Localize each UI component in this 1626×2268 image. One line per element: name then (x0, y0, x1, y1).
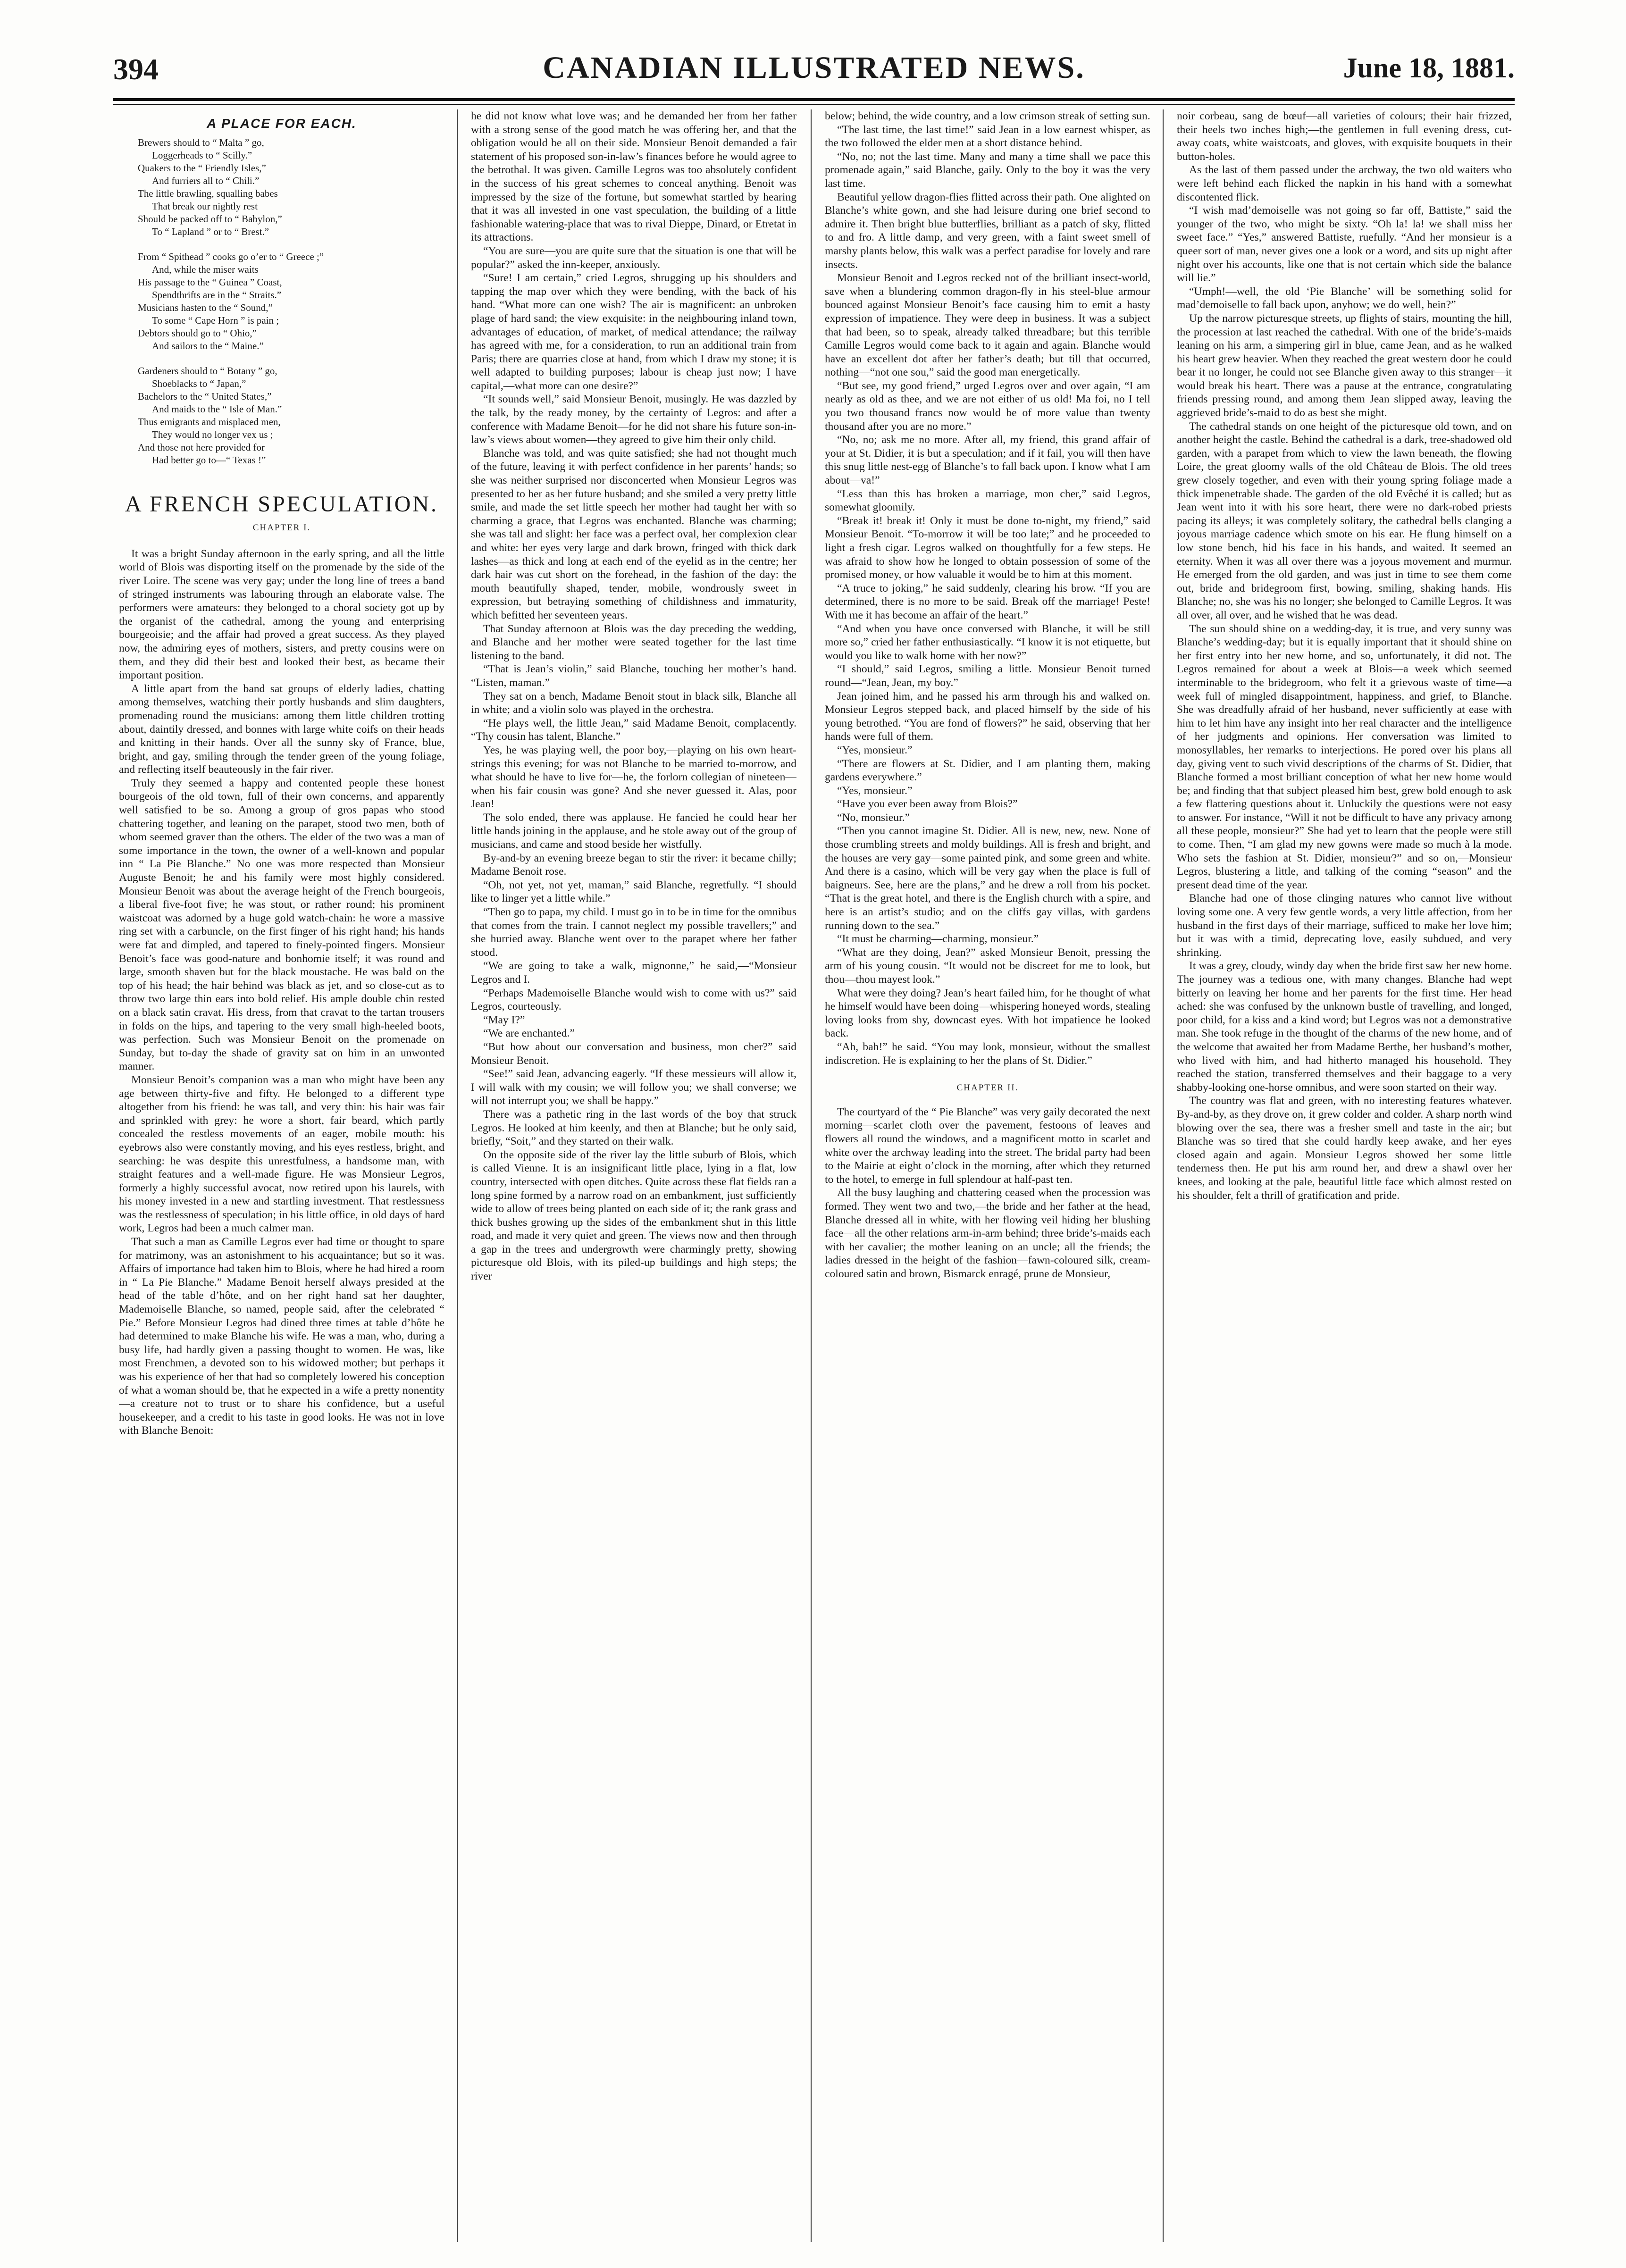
poem-line: And those not here provided for (138, 441, 265, 453)
paragraph: “I should,” said Legros, smiling a little. Monsieur Benoit turned round—“Jean, Jean, my boy.” (825, 663, 1150, 689)
poem-line: And sailors to the “ Maine.” (152, 340, 264, 351)
poem-line: Had better go to—“ Texas !” (152, 454, 266, 466)
issue-date: June 18, 1881. (1343, 52, 1515, 84)
paragraph: “May I?” (483, 1013, 525, 1026)
paragraph: he did not know what love was; and he demanded her from her father with a strong sense of the good match he was offering her, and that the obligation would be all on their side. Monsieur Benoit demanded a fair statement of his proposed son-in-law’s finances before he would agree to the betrothal. It was given. Camille Legros was too absolutely confident in the success of his great schemes to conceal anything. Benoit was impressed by the size of the fortune, but somewhat startled by hearing that it was all invested in one vast speculation, the building of a little fashionable watering-place that was to rival Dieppe, Dinard, or Etretat in its attractions. (471, 110, 796, 244)
poem-line: Brewers should to “ Malta ” go, (138, 136, 264, 148)
paragraph: It was a bright Sunday afternoon in the early spring, and all the little world of Blois was disporting itself on the promenade by the side of the river Loire. The scene was very gay; under the long line of trees a band of stringed instruments was labouring through an elaborate valse. The performers were amateurs: they belonged to a choral society got up by the organist of the cathedral, among the young and enterprising bourgeoisie; and the affair had proved a great success. As they played now, the admiring eyes of mothers, sisters, and pretty cousins were on them, and they did their best and looked their best, as became their important position. (119, 547, 444, 682)
poem-line: Should be packed off to “ Babylon,” (138, 213, 282, 225)
paragraph: By-and-by an evening breeze began to stir the river: it became chilly; Madame Benoit rose. (471, 852, 796, 878)
poem-line: To some “ Cape Horn ” is pain ; (152, 314, 279, 326)
poem-line: And, while the miser waits (152, 263, 259, 275)
paragraph: “Break it! break it! Only it must be done to-night, my friend,” said Monsieur Benoit. “To-morrow it will be too late;” and he proceeded to light a fresh cigar. Legros walked on thoughtfully for a few steps. He was afraid to show how he longed to obtain possession of some of the promised money, or how valuable it would be to him at this moment. (825, 514, 1150, 581)
poem-line: Spendthrifts are in the “ Straits.” (152, 289, 282, 301)
column-divider (1163, 109, 1164, 2242)
paragraph: As the last of them passed under the archway, the two old waiters who were left behind each flicked the napkin in his hand with a somewhat discontented flick. (1177, 164, 1512, 203)
paragraph: Monsieur Benoit and Legros recked not of the brilliant insect-world, save when a blundering common dragon-fly in his steel-blue armour bounced against Monsieur Benoit’s face causing him to emit a hasty expression of impatience. They were deep in business. It was a subject that had been, so to speak, already talked threadbare; but this terrible Camille Legros would come back to it again and again. Blanche would have an excellent dot after her father’s death; but till that occurred, nothing—“not one sou,” said the good man energetically. (825, 272, 1150, 379)
paragraph: All the busy laughing and chattering ceased when the procession was formed. They went two and two,—the bride and her father at the head, Blanche dressed all in white, with her flowing veil hiding her blushing face—all the other relations arm-in-arm behind; three bride’s-maids each with her cavalier; the mother leaning on an uncle; all the friends; the ladies dressed in the height of the fashion—fawn-coloured silk, cream-coloured satin and brown, Bismarck enragé, prune de Monsieur, (825, 1187, 1150, 1280)
poem-line: The little brawling, squalling babes (138, 187, 278, 199)
poem-line: To “ Lapland ” or to “ Brest.” (152, 226, 269, 237)
paragraph: Jean joined him, and he passed his arm through his and walked on. Monsieur Legros stepped back, and placed himself by the side of his young betrothed. “You are fond of flowers?” he said, observing that her hands were full of them. (825, 690, 1150, 743)
paragraph: A little apart from the band sat groups of elderly ladies, chatting among themselves, watching their portly husbands and slim daughters, promenading round the musicians: among them little children trotting about, daintily dressed, and bonnes with large white coifs on their heads and knitting in their hands. Over all the sunny sky of France, blue, bright, and gay, smiling through the tender green of the young foliage, and reflecting itself beauteously in the fair river. (119, 682, 444, 776)
paragraph: “But how about our conversation and business, mon cher?” said Monsieur Benoit. (471, 1040, 796, 1067)
paragraph: “No, monsieur.” (837, 811, 910, 824)
paragraph: “No, no; ask me no more. After all, my friend, this grand affair of your at St. Didier, it is but a speculation; and if it fail, you will then have this snug little nest-egg of Blanche’s to fall back upon. I know what I am about—va!” (825, 434, 1150, 487)
paragraph: Blanche had one of those clinging natures who cannot live without loving some one. A very few gentle words, a very little affection, from her husband in the first days of their marriage, sufficed to make her love him; but it was with a timid, deprecating love, easily subdued, and very shrinking. (1177, 892, 1512, 959)
paragraph: Up the narrow picturesque streets, up flights of stairs, mounting the hill, the procession at last reached the cathedral. With one of the bride’s-maids leaning on his arm, a simpering girl in blue, came Jean, and as he walked his heart grew heavier. When they reached the great western door he could bear it no longer, he could not see Blanche given away to this stranger—it would break his heart. There was a pause at the entrance, congratulating friends pressing round, and among them Jean slipped away, leaving the aggrieved bride’s-maid to do as best she might. (1177, 312, 1512, 419)
paragraph: “A truce to joking,” he said suddenly, clearing his brow. “If you are determined, there is no more to be said. Break off the marriage! Peste! With me it has become an affair of the heart.” (825, 582, 1150, 621)
column-3 (825, 109, 1150, 2242)
paragraph: noir corbeau, sang de bœuf—all varieties of colours; their hair frizzed, their heels two inches high;—the gentlemen in full evening dress, cut-away coats, white waistcoats, and gloves, with exquisite bouquets in their button-holes. (1177, 110, 1512, 163)
story-title: A FRENCH SPECULATION. (125, 491, 439, 517)
paragraph: Yes, he was playing well, the poor boy,—playing on his own heart-strings this evening; for was not Blanche to be married to-morrow, and what should he have to live for—he, the forlorn collegian of nineteen—when his fair cousin was gone? And she never guessed it. Alas, poor Jean! (471, 744, 796, 811)
paragraph: “See!” said Jean, advancing eagerly. “If these messieurs will allow it, I will walk with my cousin; we will follow you; we shall converse; we will not interrupt you; we shall be happy.” (471, 1068, 796, 1107)
paragraph: “Have you ever been away from Blois?” (837, 798, 1018, 811)
paragraph: “The last time, the last time!” said Jean in a low earnest whisper, as the two followed the elder men at a short distance behind. (825, 123, 1150, 150)
paragraph: “Less than this has broken a marriage, mon cher,” said Legros, somewhat gloomily. (825, 487, 1150, 514)
paragraph: That such a man as Camille Legros ever had time or thought to spare for matrimony, was an astonishment to his acquaintance; but so it was. Affairs of importance had taken him to Blois, where he had hired a room in “ La Pie Blanche.” Madame Benoit herself always presided at the head of the table d’hôte, and on her right hand sat her daughter, Mademoiselle Blanche, so named, people said, after the celebrated “ Pie.” Before Monsieur Legros had dined three times at table d’hôte he had determined to make Blanche his wife. He was a man, who, during a busy life, had hardly given a passing thought to women. He was, like most Frenchmen, a devoted son to his widowed mother; but perhaps it was his experience of her that had so completely lowered his conception of what a woman should be, that he expected in a wife a pretty nonentity—a creature not to trust or to share his confidence, but a useful housekeeper, and a credit to his taste in good looks. He was not in love with Blanche Benoit: (119, 1236, 444, 1437)
paragraph: “You are sure—you are quite sure that the situation is one that will be popular?” asked the inn-keeper, anxiously. (471, 244, 796, 271)
poem-line: Musicians hasten to the “ Sound,” (138, 301, 273, 313)
poem-stanza (119, 251, 444, 352)
poem-line: That break our nightly rest (152, 200, 258, 212)
column-1-body (119, 547, 444, 1438)
paragraph: “No, no; not the last time. Many and many a time shall we pace this promenade again,” said Blanche, gaily. Only to the boy it was the very last time. (825, 150, 1150, 190)
paragraph: They sat on a bench, Madame Benoit stout in black silk, Blanche all in white; and a violin solo was played in the orchestra. (471, 690, 796, 716)
paragraph: “He plays well, the little Jean,” said Madame Benoit, complacently. “Thy cousin has talent, Blanche.” (471, 717, 796, 743)
poem-line: From “ Spithead ” cooks go o’er to “ Greece ;” (138, 251, 324, 262)
paragraph: below; behind, the wide country, and a low crimson streak of setting sun. (825, 110, 1150, 122)
paragraph: “Perhaps Mademoiselle Blanche would wish to come with us?” said Legros, courteously. (471, 987, 796, 1013)
paragraph: “Oh, not yet, not yet, maman,” said Blanche, regretfully. “I should like to linger yet a little while.” (471, 879, 796, 905)
column-2 (471, 109, 796, 2242)
paragraph: What were they doing? Jean’s heart failed him, for he thought of what he himself would have been doing—whispering honeyed words, stealing loving looks from shy, downcast eyes. With hot impatience he looked back. (825, 987, 1150, 1040)
poem-line: And maids to the “ Isle of Man.” (152, 403, 282, 415)
poem-line: They would no longer vex us ; (152, 428, 273, 440)
paragraph: “What are they doing, Jean?” asked Monsieur Benoit, pressing the arm of his young cousin. “It would not be discreet for me to look, but thou—thou mayest look.” (825, 946, 1150, 986)
paragraph: “Then you cannot imagine St. Didier. All is new, new, new. None of those crumbling streets and moldy buildings. All is fresh and bright, and the houses are very gay—some painted pink, and some green and white. And there is a casino, which will be very gay when the place is full of baigneurs. See, here are the plans,” and he drew a roll from his pocket. “That is the great hotel, and there is the English church with a spire, and here is an artist’s studio; and on the cliffs gay villas, with gardens running down to the sea.” (825, 825, 1150, 932)
poem-stanza (119, 365, 444, 467)
paragraph: “But see, my good friend,” urged Legros over and over again, “I am nearly as old as thee, and we are not either of us old! Ma foi, no I tell you two thousand francs now would be of more value than twenty thousand after you are no more.” (825, 379, 1150, 433)
paragraph: On the opposite side of the river lay the little suburb of Blois, which is called Vienne. It is an insignificant little place, lying in a flat, low country, intersected with open ditches. Quite across these flat fields ran a long spine formed by a narrow road on an embankment, just sufficiently wide to allow of trees being planted on each side of it; the rank grass and thick bushes growing up the sides of the embankment shut in this little road, and made it very quiet and green. The views now and then through a gap in the trees and undergrowth were charmingly pretty, showing picturesque old Blois, with its piled-up buildings and high steps; the river (471, 1148, 796, 1283)
paragraph: “We are going to take a walk, mignonne,” he said,—“Monsieur Legros and I. (471, 960, 796, 986)
column-1 (119, 109, 444, 2242)
paragraph: “It sounds well,” said Monsieur Benoit, musingly. He was dazzled by the talk, by the ready money, by the certainty of Legros: and after a conference with Madame Benoit—for he did not share his future son-in-law’s views about women—they agreed to give him their only child. (471, 393, 796, 446)
publication-title: CANADIAN ILLUSTRATED NEWS. (543, 50, 1085, 85)
poem-line: Quakers to the “ Friendly Isles,” (138, 162, 266, 174)
paragraph: “We are enchanted.” (483, 1027, 575, 1040)
paragraph: “There are flowers at St. Didier, and I am planting them, making gardens everywhere.” (825, 757, 1150, 784)
poem-line: Gardeners should to “ Botany ” go, (138, 365, 277, 377)
poem-stanza (119, 136, 444, 238)
paragraph: Beautiful yellow dragon-flies flitted across their path. One alighted on Blanche’s white gown, and she had leisure during one brief second to admire it. Then bright blue butterflies, brilliant as a patch of sky, flitted to and fro. A little damp, and very green, with a faint sweet smell of marshy plants below, this walk was a perfect paradise for lovely and rare insects. (825, 191, 1150, 271)
paragraph: “It must be charming—charming, monsieur.” (837, 933, 1039, 946)
paragraph: There was a pathetic ring in the last words of the boy that struck Legros. He looked at him keenly, and then at Blanche; but he only said, briefly, “Soit,” and they started on their walk. (471, 1108, 796, 1148)
poem-line: Thus emigrants and misplaced men, (138, 416, 281, 427)
paragraph: “That is Jean’s violin,” said Blanche, touching her mother’s hand. “Listen, maman.” (471, 663, 796, 689)
paragraph: “Yes, monsieur.” (837, 784, 913, 797)
paragraph: Monsieur Benoit’s companion was a man who might have been any age between thirty-five and fifty. He belonged to a different type altogether from his friend: he was tall, and very thin: his hair was fair and sprinkled with grey: he wore a short, fair beard, which partly concealed the restless movements of an eager, mobile mouth: his eyebrows also were constantly moving, and his eyes restless, bright, and searching: he was despite this unrestfulness, a handsome man, with straight features and a well-made figure. He was Monsieur Legros, formerly a highly successful avocat, now retired upon his laurels, with his money invested in a new and startling investment. That restlessness was the restlessness of speculation; in his little office, in old days of hard work, Legros had been a much calmer man. (119, 1073, 444, 1235)
poem-line: Bachelors to the “ United States,” (138, 390, 272, 402)
poem-line: Loggerheads to “ Scilly.” (152, 149, 252, 161)
poem-title: A PLACE FOR EACH. (207, 116, 357, 131)
paragraph: “Ah, bah!” he said. “You may look, monsieur, without the smallest indiscretion. He is explaining to her the plans of St. Didier.” (825, 1040, 1150, 1067)
poem-line: Shoeblacks to “ Japan,” (152, 377, 246, 389)
paragraph: “I wish mad’demoiselle was not going so far off, Battiste,” said the younger of the two, who might be sixty. “Oh la! la! we shall miss her sweet face.” “Yes,” answered Battiste, ruefully. “And her monsieur is a queer sort of man, never gives one a look or a word, and sits up night after night over his accounts, like one that is not certain which side the balance will lie.” (1177, 204, 1512, 285)
paragraph: The sun should shine on a wedding-day, it is true, and very sunny was Blanche’s wedding-day; but it is equally important that it should shine on her first entry into her new home, and so, unfortunately, it did not. The Legros remained for about a week at Blois—a week which seemed interminable to the bridegroom, who felt it a grievous waste of time—a week full of mingled disappointment, happiness, and grief, to Blanche. She was dreadfully afraid of her husband, never sufficiently at ease with him to let him have any insight into her real character and the intelligence of her judgments and opinions. Her conversation was limited to monosyllables, her remarks to interjections. He pored over his plans all day, giving vent to such vivid descriptions of the charms of St. Didier, that Blanche formed a most brilliant conception of what her new home would be; and finding that that subject pleased him best, grew bold enough to ask a few flattering questions about it. Unluckily the questions were not easy to answer. For instance, “Will it not be difficult to have any privacy among all these people, monsieur?” She had yet to learn that the people were still to come. Then, “I am glad my new gowns were made so much à la mode. Who sets the fashion at St. Didier, monsieur?” and so on,—Monsieur Legros, blustering a little, and talking of the coming “season” and the present dead time of the year. (1177, 622, 1512, 891)
paragraph: The cathedral stands on one height of the picturesque old town, and on another height the castle. Behind the cathedral is a dark, tree-shadowed old garden, with a parapet from which to view the lawn beneath, the flowing Loire, the great gloomy walls of the old Château de Blois. The old trees grew closely together, and even with their young spring foliage made a thick impenetrable shade. The garden of the old Evêché it is called; but as Jean went into it with his sore heart, there were no dark-robed priests pacing its alleys; it was completely solitary, the cathedral bells clanging a joyous marriage cadence which smote on his ear. He flung himself on a low stone bench, hid his face in his hands, and waited. It seemed an eternity. When it was all over there was a joyous movement and murmur. He emerged from the old garden, and was just in time to see them come out, bride and bridegroom first, bowing, smiling, shaking hands. His Blanche; no, she was his no longer; she belonged to Camille Legros. It was all over, all over, and he wished that he was dead. (1177, 420, 1512, 621)
poem-line: His passage to the “ Guinea ” Coast, (138, 276, 282, 288)
paragraph: The solo ended, there was applause. He fancied he could hear her little hands joining in the applause, and he stole away out of the group of musicians, and came and stood beside her wistfully. (471, 811, 796, 851)
masthead (113, 47, 1515, 92)
poem-line: And furriers all to “ Chili.” (152, 175, 260, 186)
paragraph: The courtyard of the “ Pie Blanche” was very gaily decorated the next morning—scarlet cloth over the pavement, festoons of leaves and flowers all round the windows, and a magnificent motto in scarlet and white over the archway leading into the street. The bridal party had been to the Mairie at eight o’clock in the morning, after which they returned to the hotel, to emerge in full splendour at half-past ten. (825, 1105, 1150, 1186)
paragraph: “And when you have once conversed with Blanche, it will be still more so,” cried her father enthusiastically. “I know it is not etiquette, but would you like to walk home with her now?” (825, 622, 1150, 662)
page-number: 394 (113, 52, 159, 86)
column-4 (1177, 109, 1512, 2242)
paragraph: “Then go to papa, my child. I must go in to be in time for the omnibus that comes from the train. I cannot neglect my possible travellers;” and she hurried away. Blanche went over to the parapet where her father stood. (471, 906, 796, 959)
chapter-heading: CHAPTER I. (252, 523, 311, 533)
header-rule-thin (113, 104, 1515, 105)
chapter-heading: CHAPTER II. (956, 1083, 1019, 1093)
paragraph: That Sunday afternoon at Blois was the day preceding the wedding, and Blanche and her mother were seated together for the last time listening to the band. (471, 622, 796, 662)
paragraph: “Yes, monsieur.” (837, 744, 913, 756)
paragraph: It was a grey, cloudy, windy day when the bride first saw her new home. The journey was a tedious one, with many changes. Blanche had wept bitterly on leaving her home and her parents for the first time. Her head ached: she was confused by the unknown bustle of travelling, and longed, poor child, for a kiss and a kind word; but Legros was not a demonstrative man. She took refuge in the thought of the charms of the new home, and of the welcome that awaited her from Madame Berthe, her husband’s mother, who lived with him, and had hitherto managed his household. They reached the station, transferred themselves and their baggage to a very shabby-looking one-horse omnibus, and were soon started on their way. (1177, 960, 1512, 1094)
paragraph: “Umph!—well, the old ‘Pie Blanche’ will be something solid for mad’demoiselle to fall back upon, anyhow; we do well, hein?” (1177, 285, 1512, 311)
header-rule (113, 98, 1515, 101)
paragraph: Truly they seemed a happy and contented people these honest bourgeois of the old town, full of their own concerns, and apparently well satisfied to be so. Among a group of gros papas who stood chattering together, and leaning on the parapet, stood two men, both of whom seemed graver than the others. The elder of the two was a man of some importance in the town, the owner of a well-known and popular inn “ La Pie Blanche.” No one was more respected than Monsieur Auguste Benoit; he and his family were most highly considered. Monsieur Benoit was about the average height of the French bourgeois, a liberal five-foot five; he was stout, or rather round; his prominent waistcoat was adorned by a huge gold watch-chain: he wore a massive ring set with a carbuncle, on the first finger of his right hand; his hands were fat and dimpled, and tapered to finely-pointed fingers. Monsieur Benoit’s face was good-nature and bonhomie itself; it was round and large, smooth shaven but for the black moustache. He was bald on the top of his head; the hair behind was black as jet, and so close-cut as to throw two large thin ears into bold relief. His ample double chin rested on a black satin cravat. His dress, from that cravat to the tartan trousers in folds on the hips, and tapering to the very small high-heeled boots, was perfection. Such was Monsieur Benoit on the promenade on Sunday, but to-day the shade of gravity sat on him in an unwonted manner. (119, 777, 444, 1073)
column-divider (457, 109, 458, 2242)
paragraph: The country was flat and green, with no interesting features whatever. By-and-by, as they drove on, it grew colder and colder. A sharp north wind blowing over the sea, there was a fresher smell and taste in the air; but Blanche was so tired that she could hardly keep awake, and her eyes closed again and again. Monsieur Legros showed her some little tenderness then. He put his arm round her, and drew a shawl over her knees, and looking at the pale, beautiful little face which almost rested on his shoulder, felt a thrill of gratification and pride. (1177, 1095, 1512, 1202)
paragraph: Blanche was told, and was quite satisfied; she had not thought much of the future, leaving it with perfect confidence in her parents’ hands; so she was neither surprised nor disconcerted when Monsieur Legros was presented to her as her future husband; and she smiled a very pretty little smile, and made the set little speech her mother had taught her with so charming a grace, that Legros was enchanted. Blanche was charming; she was tall and slight: her face was a perfect oval, her complexion clear and white: her eyes very large and dark brown, fringed with thick dark lashes—as thick and long at each end of the eyelid as in the centre; her dark hair was cut short on the forehead, in the fashion of the day: the mouth beautifully shaped, tender, mobile, wondrously sweet in expression, but betraying something of childishness and immaturity, which befitted her seventeen years. (471, 447, 796, 621)
paragraph: “Sure! I am certain,” cried Legros, shrugging up his shoulders and tapping the map over which they were bending, with the back of his hand. “What more can one wish? The air is magnificent: an unbroken plage of hard sand; the view exquisite: in the neighbouring inland town, advantages of education, of market, of medical attendance; the railway has agreed with me, for a consideration, to run an additional train from Paris; there are quarries close at hand, from which I draw my stone; it is well adapted to building purposes; labour is cheap just now; I have capital,—what more can one desire?” (471, 272, 796, 392)
column-divider (811, 109, 812, 2242)
poem-line: Debtors should go to “ Ohio,” (138, 327, 257, 339)
